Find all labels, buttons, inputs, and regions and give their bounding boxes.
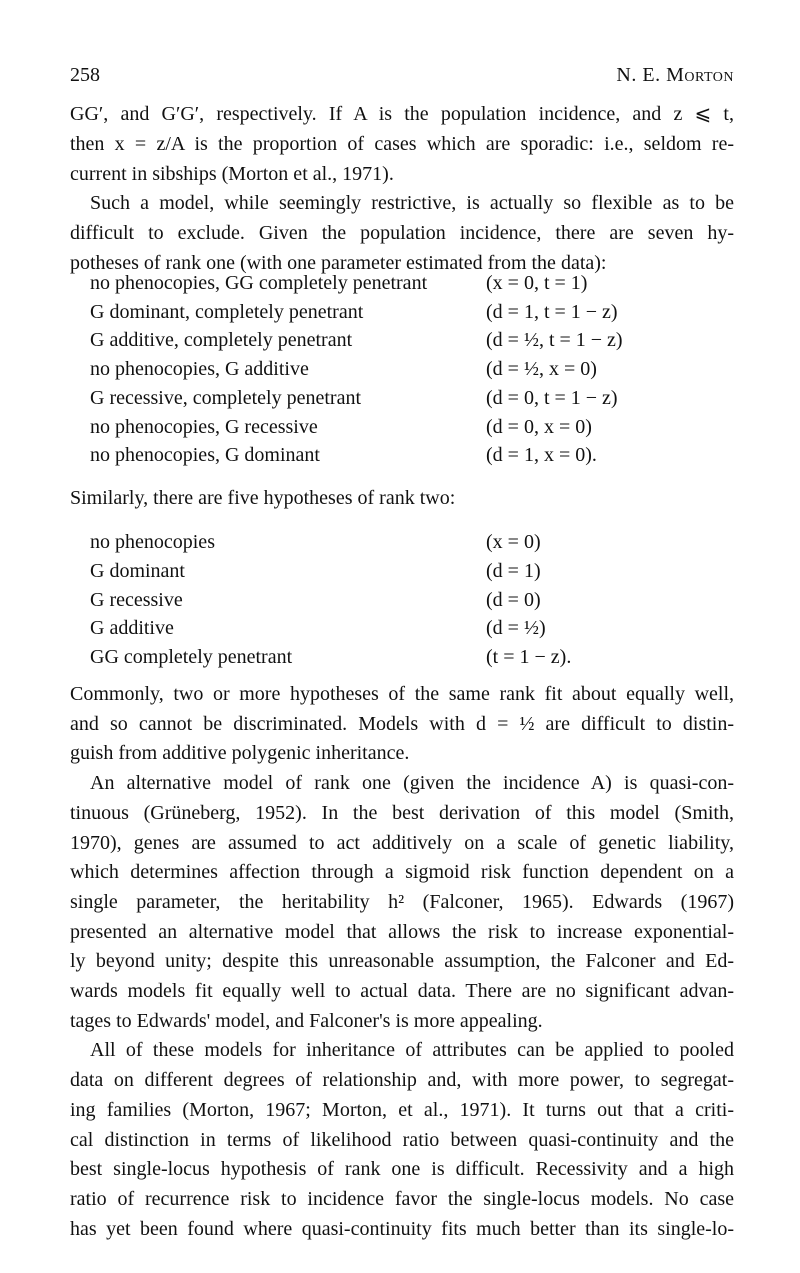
running-head: N. E. Morton [616, 64, 734, 86]
hypothesis-label: GG completely penetrant [90, 646, 293, 669]
text-line: and so cannot be discriminated. Models with d = ½ are difficult to distin- [70, 712, 734, 735]
hypothesis-condition: (x = 0, t = 1) [486, 272, 588, 294]
page-number: 258 [70, 64, 100, 86]
hypothesis-label: no phenocopies [90, 531, 215, 553]
hypothesis-row [90, 301, 740, 330]
hypothesis-condition: (d = 1) [486, 559, 541, 582]
hypothesis-label: G dominant, completely penetrant [90, 300, 364, 323]
hypothesis-label: G dominant [90, 559, 185, 582]
text-line: ing families (Morton, 1967; Morton, et al., 1971). It turns out that a criti- [70, 1098, 734, 1121]
hypothesis-row [90, 358, 740, 387]
text-line: then x = z/A is the proportion of cases which are sporadic: i.e., seldom re- [70, 132, 734, 155]
hypothesis-row [90, 416, 740, 445]
hypothesis-label: no phenocopies, G recessive [90, 415, 318, 438]
text-line: ratio of recurrence risk to incidence favor the single-locus models. No case [70, 1187, 734, 1210]
hypothesis-condition: (d = 1, t = 1 − z) [486, 300, 618, 323]
body-paragraphs [70, 680, 734, 1244]
text-line: has yet been found where quasi-continuity fits much better than its single-lo- [70, 1217, 734, 1240]
hypothesis-label: G recessive, completely penetrant [90, 386, 361, 409]
hypothesis-condition: (d = ½, t = 1 − z) [486, 329, 623, 352]
hypothesis-condition: (d = 1, x = 0). [486, 444, 597, 467]
hypothesis-row [90, 444, 740, 473]
text-line: An alternative model of rank one (given the incidence A) is quasi-con- [90, 772, 734, 795]
paragraph-1 [70, 100, 734, 279]
text-line: presented an alternative model that allows the risk to increase exponential- [70, 920, 734, 943]
text-line: guish from additive polygenic inheritance. [70, 742, 410, 765]
hypothesis-row [90, 589, 740, 618]
text-line: potheses of rank one (with one parameter estimated from the data): [70, 251, 607, 274]
hypothesis-label: G additive [90, 617, 174, 640]
text-line: All of these models for inheritance of attributes can be applied to pooled [90, 1039, 734, 1062]
text-line: ly beyond unity; despite this unreasonable assumption, the Falconer and Ed- [70, 950, 734, 973]
text-line: which determines affection through a sigmoid risk function dependent on a [70, 861, 734, 884]
hypothesis-row [90, 272, 740, 301]
hypothesis-condition: (t = 1 − z). [486, 646, 572, 669]
text-line: single parameter, the heritability h² (Falconer, 1965). Edwards (1967) [70, 890, 734, 913]
hypothesis-label: G additive, completely penetrant [90, 329, 353, 352]
text-line: best single-locus hypothesis of rank one is difficult. Recessivity and a high [70, 1158, 734, 1181]
text-line: cal distinction in terms of likelihood ratio between quasi-continuity and the [70, 1128, 734, 1151]
text-line: GG′, and G′G′, respectively. If A is the population incidence, and z ⩽ t, [70, 103, 734, 125]
hypothesis-row [90, 617, 740, 646]
text-line: Such a model, while seemingly restrictive, is actually so flexible as to be [90, 192, 734, 215]
text-line: tinuous (Grüneberg, 1952). In the best derivation of this model (Smith, [70, 801, 734, 824]
hypothesis-condition: (d = ½, x = 0) [486, 358, 597, 381]
hypothesis-condition: (d = ½) [486, 617, 546, 640]
hypothesis-label: no phenocopies, G additive [90, 358, 309, 381]
hypothesis-label: no phenocopies, G dominant [90, 444, 320, 467]
text-line: 1970), genes are assumed to act additively on a scale of genetic liability, [70, 831, 734, 854]
text-line: Commonly, two or more hypotheses of the same rank fit about equally well, [70, 683, 734, 705]
hypothesis-condition: (d = 0, x = 0) [486, 415, 592, 438]
text-line: difficult to exclude. Given the population incidence, there are seven hy- [70, 222, 734, 245]
hypothesis-row [90, 329, 740, 358]
hypothesis-condition: (d = 0) [486, 588, 541, 611]
hypothesis-row [90, 387, 740, 416]
text-line: current in sibships (Morton et al., 1971). [70, 162, 394, 185]
text-line: data on different degrees of relationship and, with more power, to segregat- [70, 1069, 734, 1092]
hypothesis-label: G recessive [90, 588, 183, 611]
hypothesis-condition: (x = 0) [486, 531, 541, 553]
hypothesis-row [90, 531, 740, 560]
rank-two-caption: Similarly, there are five hypotheses of rank two: [70, 487, 456, 509]
hypothesis-label: no phenocopies, GG completely penetrant [90, 272, 428, 294]
hypothesis-condition: (d = 0, t = 1 − z) [486, 386, 618, 409]
hypothesis-row [90, 560, 740, 589]
text-line: tages to Edwards' model, and Falconer's is more appealing. [70, 1009, 543, 1032]
text-line: wards models fit equally well to actual data. There are no significant advan- [70, 980, 734, 1003]
hypothesis-row [90, 646, 740, 675]
